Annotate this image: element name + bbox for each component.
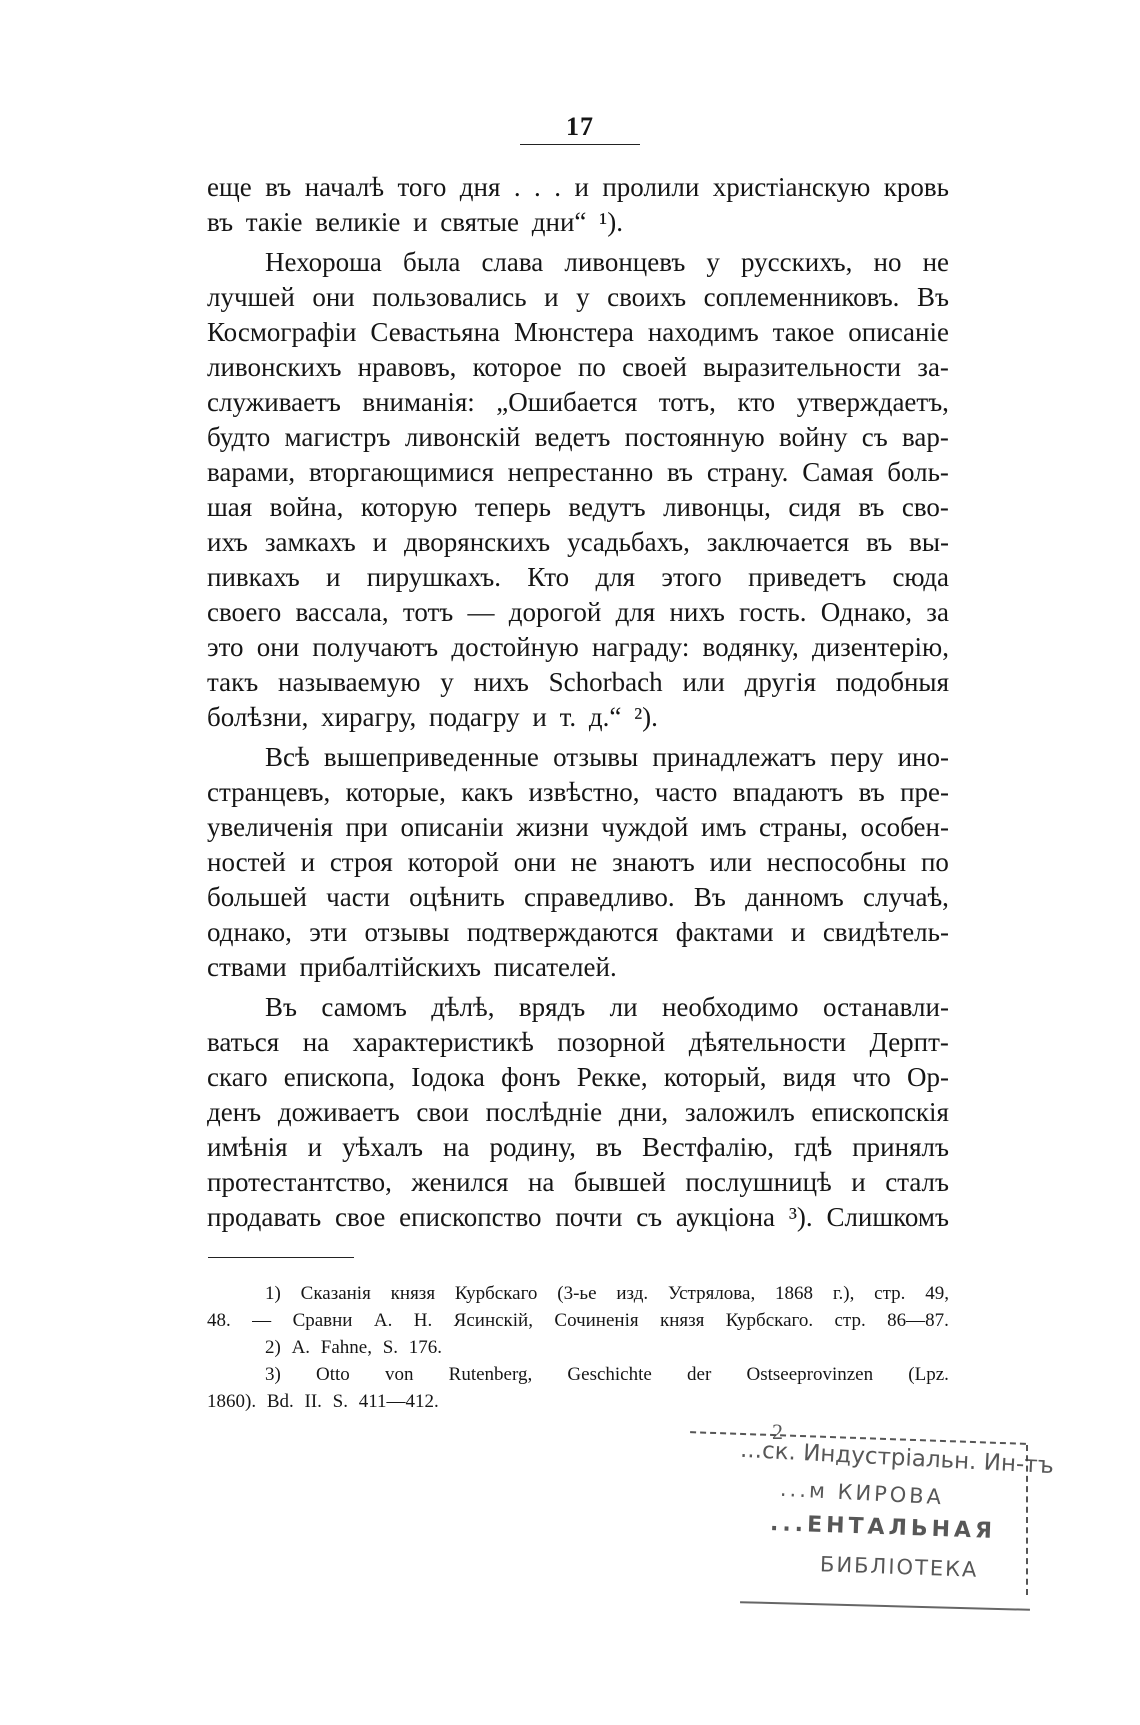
word: вышеприведенные <box>323 742 539 772</box>
word: епископа, <box>283 1062 396 1092</box>
word: и <box>574 172 589 202</box>
stamp-line: ...м КИРОВА <box>779 1476 945 1510</box>
word: сталъ <box>885 1167 949 1197</box>
word: Schorbach <box>548 667 663 697</box>
word: для <box>615 597 656 627</box>
word: жизни <box>516 812 589 842</box>
word: въ <box>858 777 885 807</box>
word: впадаютъ <box>732 777 844 807</box>
word: которой <box>407 847 499 877</box>
text-line: болѣзни, хирагру, подагру и т. д.“ ²). <box>207 702 658 732</box>
word: они <box>312 282 355 312</box>
word: увеличенія <box>207 812 333 842</box>
word: не <box>570 847 598 877</box>
word: Іодока <box>411 1062 485 1092</box>
word: ливонскихъ <box>207 352 342 382</box>
word: фактами <box>675 917 774 947</box>
text-line <box>207 350 949 385</box>
word: неспособны <box>766 847 907 877</box>
word: пивкахъ <box>207 562 300 592</box>
word: 86—87. <box>887 1310 949 1331</box>
word: сво- <box>901 492 949 522</box>
word: войну <box>778 422 848 452</box>
word: своего <box>207 597 282 627</box>
word: Всѣ <box>265 742 310 772</box>
word: такъ <box>207 667 259 697</box>
word: Въ <box>916 282 949 312</box>
footnote-line <box>207 1361 949 1388</box>
word: однако, <box>207 917 292 947</box>
word: Устрялова, <box>667 1283 756 1304</box>
word: ливонскій <box>404 422 521 452</box>
word: Курбскаго. <box>725 1310 814 1331</box>
word: бывшей <box>573 1167 666 1197</box>
word: ведутъ <box>568 492 646 522</box>
word: аукціона <box>675 1202 776 1232</box>
word: Сравни <box>292 1310 353 1331</box>
text-line <box>207 915 949 950</box>
word: которые, <box>345 777 446 807</box>
word: (Lpz. <box>908 1364 949 1385</box>
word: der <box>687 1364 712 1385</box>
word: чуждой <box>601 812 689 842</box>
word: тотъ, <box>658 387 716 417</box>
stamp-line: 2 <box>772 1419 783 1444</box>
word: вар- <box>902 422 949 452</box>
word: и <box>307 1132 323 1162</box>
word: утверждаетъ, <box>796 387 949 417</box>
word: самомъ <box>321 992 407 1022</box>
word: данномъ <box>745 882 844 912</box>
word: Сказанія <box>300 1283 371 1304</box>
stamp-line: ...ЕНТАЛЬНАЯ <box>769 1511 997 1544</box>
word: называемую <box>278 667 421 697</box>
word: въ <box>666 457 694 487</box>
word: будто <box>207 422 271 452</box>
footnote-line <box>207 1280 949 1307</box>
word: особен- <box>860 812 949 842</box>
word: въ <box>866 527 893 557</box>
text-line <box>207 880 949 915</box>
word: Н. <box>413 1310 433 1331</box>
word: война, <box>269 492 344 522</box>
word: служиваетъ <box>207 387 341 417</box>
word: Слишкомъ <box>826 1202 949 1232</box>
word: нихъ <box>473 667 529 697</box>
word: вы- <box>909 527 949 557</box>
word: Курбскаго <box>454 1283 538 1304</box>
text-line <box>207 420 949 455</box>
word: для <box>595 562 636 592</box>
text-line <box>207 315 949 350</box>
word: по <box>920 847 949 877</box>
word: заложилъ <box>684 1097 795 1127</box>
word: но <box>873 247 902 277</box>
page-header <box>520 112 640 145</box>
word: дизентерію, <box>811 632 949 662</box>
word: теперь <box>474 492 551 522</box>
word: или <box>682 667 725 697</box>
word: свидѣтель- <box>822 917 949 947</box>
text-line <box>207 490 949 525</box>
word: имѣнія <box>207 1132 288 1162</box>
word: еще <box>207 172 252 202</box>
word: фонъ <box>501 1062 561 1092</box>
word: уѣхалъ <box>342 1132 424 1162</box>
text-line: ствами прибалтійскихъ писателей. <box>207 952 617 982</box>
word: послѣдніе <box>485 1097 603 1127</box>
word: стр. <box>834 1310 866 1331</box>
word: денъ <box>207 1097 262 1127</box>
word: Rutenberg, <box>448 1364 533 1385</box>
word: Ясинскій, <box>453 1310 533 1331</box>
word: видя <box>782 1062 837 1092</box>
text-line <box>207 845 949 880</box>
word: изд. <box>616 1283 649 1304</box>
word: кровь <box>883 172 949 202</box>
word: пролили <box>602 172 700 202</box>
word: своей <box>622 352 687 382</box>
word: пре- <box>900 777 949 807</box>
word: описаніи <box>400 812 504 842</box>
word: 3) <box>265 1364 281 1385</box>
word: и <box>790 917 806 947</box>
word: „Ошибается <box>496 387 638 417</box>
word: въ <box>858 492 885 522</box>
word: страну. <box>706 457 789 487</box>
text-line <box>207 630 949 665</box>
word: ностей <box>207 847 286 877</box>
word: кто <box>737 387 776 417</box>
footnote-rule <box>208 1257 354 1258</box>
text-line <box>207 385 949 420</box>
word: по <box>577 352 606 382</box>
word: ино- <box>897 742 949 772</box>
word: какъ <box>461 777 514 807</box>
word: началѣ <box>304 172 385 202</box>
word: (3-ье <box>557 1283 597 1304</box>
word: епископство <box>399 1202 542 1232</box>
word: страны, <box>758 812 848 842</box>
word: нихъ <box>669 597 725 627</box>
word: свои <box>416 1097 469 1127</box>
word: доживаетъ <box>277 1097 400 1127</box>
word: и <box>300 847 316 877</box>
word: своихъ <box>607 282 687 312</box>
word: магистръ <box>284 422 391 452</box>
word: у <box>576 282 590 312</box>
word: князя <box>390 1283 436 1304</box>
word: нравовъ, <box>357 352 457 382</box>
word: Ostseeprovinzen <box>746 1364 874 1385</box>
word: того <box>397 172 447 202</box>
word: Мюнстера <box>513 317 634 347</box>
word: послушницѣ <box>685 1167 832 1197</box>
word: . <box>554 172 561 202</box>
word: такое <box>772 317 835 347</box>
word: ведетъ <box>534 422 611 452</box>
word: Севастьяна <box>370 317 501 347</box>
word: необходимо <box>661 992 799 1022</box>
word: имъ <box>700 812 747 842</box>
word: князя <box>660 1310 705 1331</box>
word: на <box>527 1167 555 1197</box>
word: у <box>706 247 720 277</box>
text-line <box>207 810 949 845</box>
text-line <box>207 1095 949 1130</box>
word: Космографіи <box>207 317 357 347</box>
word: часто <box>654 777 718 807</box>
word: Самая <box>802 457 874 487</box>
word: этого <box>661 562 722 592</box>
word: епископскія <box>811 1097 949 1127</box>
word: на <box>302 1027 330 1057</box>
word: . <box>534 172 541 202</box>
word: ли <box>609 992 638 1022</box>
word: сидя <box>788 492 841 522</box>
text-line <box>207 455 949 490</box>
word: и <box>326 562 341 592</box>
word: Ор- <box>906 1062 949 1092</box>
text-line <box>207 170 949 205</box>
word: Нехороша <box>265 247 382 277</box>
text-line <box>207 525 949 560</box>
word: извѣстно, <box>528 777 640 807</box>
word: Вестфалію, <box>641 1132 775 1162</box>
word: отзывы <box>364 917 450 947</box>
word: которое <box>472 352 562 382</box>
text-line <box>207 560 949 595</box>
word: скаго <box>207 1062 268 1092</box>
text-line <box>207 1025 949 1060</box>
word: 48. <box>207 1310 231 1331</box>
word: они <box>513 847 557 877</box>
text-line <box>207 1130 949 1165</box>
word: позорной <box>557 1027 666 1057</box>
word: дѣлѣ, <box>431 992 495 1022</box>
word: постоянную <box>624 422 765 452</box>
word: и <box>544 282 559 312</box>
word: Однако, <box>820 597 913 627</box>
word: продавать <box>207 1202 322 1232</box>
word: оцѣнить <box>409 882 505 912</box>
text-line <box>207 990 949 1025</box>
word: подобныя <box>835 667 949 697</box>
word: Otto <box>316 1364 350 1385</box>
footnote-line: 2) А. Fahne, S. 176. <box>265 1337 443 1358</box>
text-line <box>207 245 949 280</box>
word: вассала, <box>295 597 389 627</box>
word: который, <box>663 1062 767 1092</box>
word: съ <box>636 1202 663 1232</box>
word: что <box>852 1062 891 1092</box>
word: гость. <box>739 597 807 627</box>
word: случаѣ, <box>862 882 949 912</box>
word: дня <box>459 172 501 202</box>
word: протестантство, <box>207 1167 392 1197</box>
word: они <box>256 632 300 662</box>
footnote-line <box>207 1307 949 1334</box>
word: описаніе <box>848 317 949 347</box>
word: выразительности <box>703 352 902 382</box>
word: усадьбахъ, <box>567 527 690 557</box>
stamp-line: БИБЛІОТЕКА <box>819 1552 979 1582</box>
text-line <box>207 1060 949 1095</box>
word: дорогой <box>508 597 602 627</box>
word: награду: <box>591 632 690 662</box>
word: части <box>326 882 390 912</box>
word: достойную <box>451 632 579 662</box>
word: — <box>467 597 495 627</box>
word: приведетъ <box>748 562 867 592</box>
word: подтверждаются <box>466 917 659 947</box>
library-stamp <box>680 1415 1055 1615</box>
word: лучшей <box>207 282 295 312</box>
word: гдѣ <box>794 1132 833 1162</box>
word: слава <box>481 247 544 277</box>
page-number-rule <box>520 144 640 145</box>
word: другія <box>744 667 817 697</box>
word: характеристикѣ <box>352 1027 534 1057</box>
word: врядъ <box>518 992 586 1022</box>
word: сюда <box>892 562 949 592</box>
word: эти <box>309 917 348 947</box>
word: боль- <box>887 457 949 487</box>
word: съ <box>861 422 888 452</box>
word: на <box>443 1132 470 1162</box>
text-line <box>207 595 949 630</box>
word: Кто <box>527 562 570 592</box>
text-line <box>207 665 949 700</box>
word: вторгающимися <box>308 457 494 487</box>
word: ливонцевъ <box>564 247 686 277</box>
word: или <box>709 847 752 877</box>
word: родину, <box>489 1132 576 1162</box>
text-line <box>207 1165 949 1200</box>
word: замкахъ <box>264 527 356 557</box>
word: . <box>513 172 521 202</box>
word: перу <box>830 742 884 772</box>
word: принадлежатъ <box>652 742 817 772</box>
word: странцевъ, <box>207 777 331 807</box>
word: Сочиненія <box>554 1310 639 1331</box>
word: 1) <box>265 1283 281 1304</box>
word: ихъ <box>207 527 248 557</box>
word: соплеменниковъ. <box>703 282 900 312</box>
word: у <box>440 667 454 697</box>
word: тотъ <box>402 597 454 627</box>
stamp-border-bottom <box>740 1601 1030 1611</box>
word: христіанскую <box>712 172 871 202</box>
word: варами, <box>207 457 296 487</box>
word: дѣятельности <box>688 1027 846 1057</box>
word: Geschichte <box>567 1364 652 1385</box>
word: получаютъ <box>312 632 439 662</box>
word: въ <box>595 1132 622 1162</box>
stamp-line: ...ск. Индустріальн. Ин-тъ <box>739 1436 1055 1480</box>
text-line <box>207 1200 949 1235</box>
word: знаютъ <box>612 847 695 877</box>
word: это <box>207 632 244 662</box>
footnote-line: 1860). Bd. II. S. 411—412. <box>207 1391 439 1412</box>
word: пользовались <box>372 282 527 312</box>
word: г.), <box>832 1283 855 1304</box>
text-line <box>207 280 949 315</box>
word: дворянскихъ <box>403 527 551 557</box>
word: А. <box>373 1310 393 1331</box>
word: вниманія: <box>362 387 475 417</box>
word: ливонцы, <box>663 492 771 522</box>
word: отзывы <box>553 742 639 772</box>
word: заключается <box>706 527 850 557</box>
word: справедливо. <box>524 882 675 912</box>
word: строя <box>329 847 393 877</box>
word: большей <box>207 882 307 912</box>
word: останавли- <box>822 992 949 1022</box>
body-text <box>207 170 949 1235</box>
word: 1868 <box>775 1283 814 1304</box>
word: Въ <box>693 882 726 912</box>
word: шая <box>207 492 253 522</box>
word: находимъ <box>647 317 759 347</box>
word: пирушкахъ. <box>366 562 501 592</box>
word: почти <box>555 1202 623 1232</box>
text-line: въ такіе великіе и святые дни“ ¹). <box>207 207 623 237</box>
footnotes <box>207 1280 949 1415</box>
word: ваться <box>207 1027 280 1057</box>
word: принялъ <box>852 1132 949 1162</box>
word: дни, <box>618 1097 669 1127</box>
word: въ <box>265 172 292 202</box>
word: за- <box>917 352 949 382</box>
word: Въ <box>265 992 297 1022</box>
word: свое <box>334 1202 386 1232</box>
word: русскихъ, <box>741 247 853 277</box>
word: и <box>851 1167 866 1197</box>
word: была <box>402 247 461 277</box>
word: и <box>372 527 388 557</box>
text-line <box>207 740 949 775</box>
word: — <box>252 1310 272 1331</box>
word: von <box>384 1364 414 1385</box>
word: женился <box>411 1167 509 1197</box>
word: при <box>345 812 388 842</box>
word: не <box>922 247 949 277</box>
word: непрестанно <box>507 457 654 487</box>
word: Дерпт- <box>869 1027 949 1057</box>
word: за <box>926 597 949 627</box>
page-number: 17 <box>566 112 594 141</box>
text-line <box>207 775 949 810</box>
word: Рекке, <box>576 1062 648 1092</box>
word: 49, <box>925 1283 949 1304</box>
word: стр. <box>874 1283 906 1304</box>
word: водянку, <box>702 632 799 662</box>
word: которую <box>360 492 458 522</box>
word: ³). <box>788 1202 813 1232</box>
